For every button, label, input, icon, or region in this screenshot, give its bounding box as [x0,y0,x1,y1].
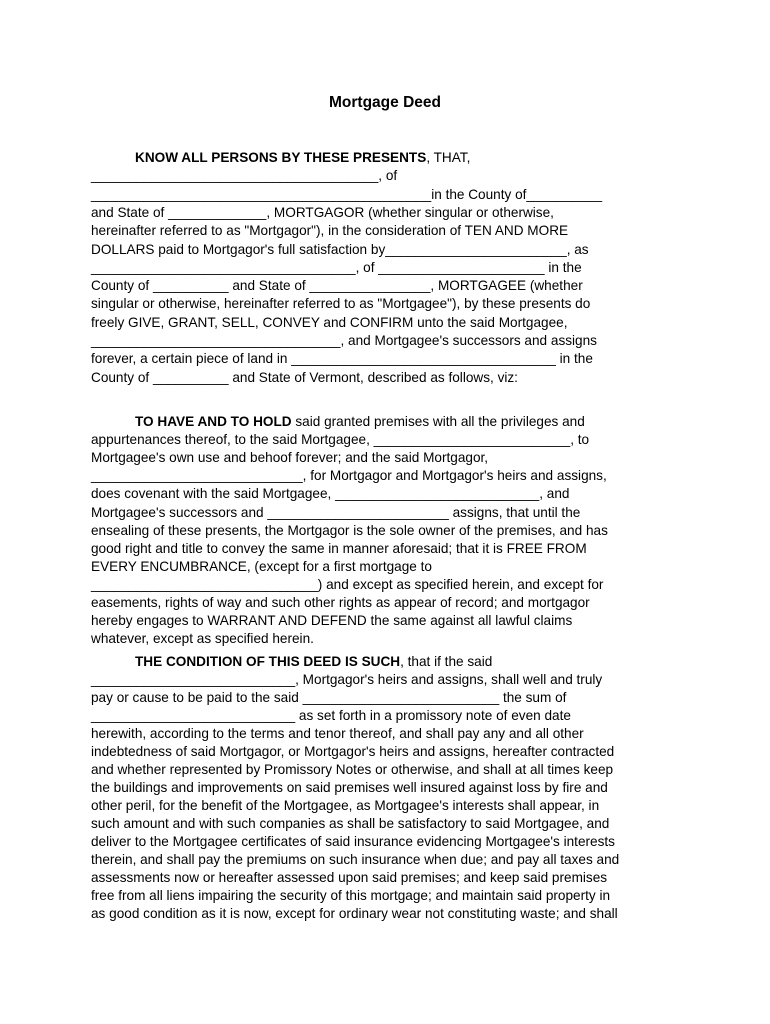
line-text: EVERY ENCUMBRANCE, (except for a first mortgage to [91,558,432,574]
text-line [91,167,397,185]
text-line [91,241,589,259]
line-text: ____________________________, for Mortgagor and Mortgagor's heirs and assigns, [91,468,607,484]
text-line [91,522,608,540]
text-line [91,612,572,630]
line-text: County of __________ and State of ________________, MORTGAGEE (whether [91,278,583,294]
line-text: freely GIVE, GRANT, SELL, CONVEY and CONFIRM unto the said Mortgagee, [91,314,568,330]
text-line [91,350,593,368]
text-line [91,222,568,240]
text-line [91,204,554,222]
line-text: , that if the said [400,654,493,669]
text-line [91,689,566,707]
document-title: Mortgage Deed [329,94,441,111]
line-text: ___________________________, Mortgagor's heirs and assigns, shall well and truly [91,672,603,687]
line-text: other peril, for the benefit of the Mortgagee, as Mortgagee's interests shall appear, in [91,798,600,813]
text-line [91,743,614,761]
line-text: does covenant with the said Mortgagee, ___________________________, and [91,486,570,502]
line-text: _________________________________, and Mortgagee's successors and assigns [91,333,597,348]
text-line [91,485,569,503]
line-text: ___________________________ as set forth in a promissory note of even date [91,708,571,723]
text-line [91,905,618,923]
text-line [91,761,613,779]
line-text: whatever, except as specified herein. [91,631,314,647]
line-text: indebtedness of said Mortgagor, or Mortgagor's heirs and assigns, hereafter contracted [91,744,615,759]
text-line [91,277,583,295]
bold-lead-in: THE CONDITION OF THIS DEED IS SUCH [135,654,401,669]
text-line [91,540,587,558]
line-text: County of __________ and State of Vermont, described as follows, viz: [91,369,518,385]
text-line [91,851,619,869]
line-text: the buildings and improvements on said premises well insured against loss by fire and [91,780,608,795]
line-text: ensealing of these presents, the Mortgagor is the sole owner of the premises, and has [91,522,608,538]
line-text: and whether represented by Promissory Notes or otherwise, and shall at all times keep [91,762,614,777]
text-line [91,467,607,485]
line-text: herewith, according to the terms and tenor thereof, and shall pay any and all other [91,726,584,741]
line-text: pay or cause to be paid to the said __________________________ the sum of [91,690,567,705]
line-text: ______________________________) and except as specified herein, and except for [91,576,604,592]
text-line [91,186,602,204]
line-text: singular or otherwise, hereinafter referred to as "Mortgagee"), by these presents do [91,296,591,312]
paragraph-know-all-first-line [135,149,470,167]
text-line [91,815,609,833]
text-line [91,833,615,851]
line-text: appurtenances thereof, to the said Mortgagee, __________________________, to [91,432,590,448]
line-text: said granted premises with all the privileges and [291,414,585,429]
paragraph-condition-first-line [135,653,492,671]
text-line [91,431,589,449]
text-line [91,295,590,313]
line-text: good right and title to convey the same in manner aforesaid; that it is FREE FROM [91,540,587,556]
text-line [91,332,597,350]
text-line [91,259,582,277]
line-text: therein, and shall pay the premiums on such insurance when due; and pay all taxes and [91,852,620,867]
text-line [91,887,610,905]
text-line [91,314,567,332]
line-text: easements, rights of way and such other rights as appear of record; and mortgagor [91,595,590,610]
bold-lead-in: KNOW ALL PERSONS BY THESE PRESENTS [135,150,427,165]
line-text: as good condition as it is now, except for ordinary wear not constituting waste; and shall [91,906,618,921]
text-line [91,630,314,648]
text-line [91,504,580,522]
text-line [91,797,599,815]
line-text: and State of _____________, MORTGAGOR (whether singular or otherwise, [91,204,554,220]
line-text: deliver to the Mortgagee certificates of said insurance evidencing Mortgagee's interests [91,834,615,849]
line-text: _____________________________________________in the County of__________ [91,186,603,202]
text-line [91,869,607,887]
text-line [91,369,518,387]
text-line [91,725,584,743]
line-text: hereby engages to WARRANT AND DEFEND the same against all lawful claims [91,613,573,629]
text-line [91,558,432,576]
text-line [91,576,603,594]
line-text: free from all liens impairing the security of this mortgage; and maintain said property in [91,888,611,903]
text-line [91,594,590,612]
line-text: assessments now or hereafter assessed upon said premises; and keep said premises [91,870,608,885]
line-text: DOLLARS paid to Mortgagor's full satisfaction by________________________, as [91,241,589,257]
line-text: forever, a certain piece of land in ___________________________________ in the [91,351,593,367]
line-text: Mortgagee's own use and behoof forever; and the said Mortgagor, [91,450,489,466]
text-line [91,779,608,797]
line-text: hereinafter referred to as "Mortgagor"), in the consideration of TEN AND MORE [91,223,569,239]
line-text: , THAT, [426,150,471,165]
line-text: such amount and with such companies as shall be satisfactory to said Mortgagee, and [91,816,610,831]
text-line [91,707,571,725]
bold-lead-in: TO HAVE AND TO HOLD [135,414,292,429]
line-text: ___________________________________, of ______________________ in the [91,259,582,275]
text-line [91,671,602,689]
paragraph-to-have-first-line [135,413,585,431]
line-text: Mortgagee's successors and ________________________ assigns, that until the [91,504,581,520]
line-text: ______________________________________, of [91,168,398,184]
text-line [91,449,488,467]
